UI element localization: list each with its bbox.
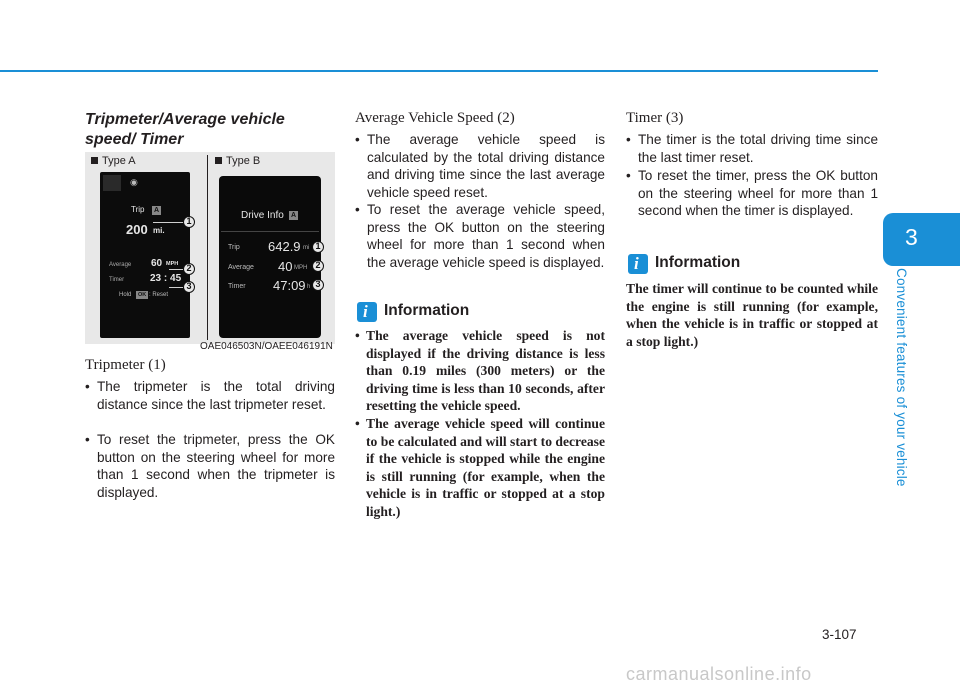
ok-tag-a: OK — [138, 292, 147, 298]
screen-divider — [221, 231, 319, 232]
timer-unit-b: h — [307, 284, 311, 290]
timer-label-b: Timer — [228, 283, 246, 290]
figure-divider — [207, 155, 208, 340]
car-icon: ◉ — [130, 177, 138, 187]
avg-value-a: 60 — [151, 258, 163, 269]
timer-value-b: 47:09 — [273, 278, 306, 293]
type-a-label: Type A — [91, 155, 136, 167]
trip-label-a: Trip — [131, 205, 145, 214]
avg-speed-bullet-2: • To reset the average vehicle speed, press the OK button on the steering wheel for more than 1 second when the average vehicle speed is displayed. — [355, 202, 605, 270]
callout-1-b: 1 — [312, 241, 324, 253]
information-heading — [628, 254, 868, 276]
timer-value-a: 23 : 45 — [150, 273, 182, 284]
info-bullet-1: • The average vehicle speed is not displayed if the driving distance is less than 0.19 miles (300 meters) or the driving time is less than 10 seconds, after resetting the vehicle speed. — [355, 328, 605, 413]
tripmeter-bullet-2: • To reset the tripmeter, press the OK button on the steering wheel for more than 1 second when the tripmeter is displayed. — [85, 432, 335, 500]
info-bullet-2: • The average vehicle speed will continue to be calculated and will start to decrease if the vehicle is stopped while the engine is still running (for example, when the vehicle is in traffic or stopped at a stop light.) — [355, 416, 605, 519]
section-heading: Tripmeter/Average vehicle speed/ Timer — [85, 111, 285, 148]
display-icon — [103, 175, 121, 191]
reset-label-a: : Reset — [149, 292, 169, 298]
callout-2-b: 2 — [312, 260, 324, 272]
watermark[interactable]: carmanualsonline.info — [626, 664, 812, 684]
square-bullet-icon — [215, 157, 222, 164]
information-label: Information — [384, 302, 470, 319]
trip-value-a: 200 — [126, 222, 148, 237]
chapter-title: Convenient features of your vehicle — [894, 268, 909, 487]
avg-label-b: Average — [228, 264, 254, 271]
callout-lead — [153, 222, 185, 223]
page-number: 3-107 — [822, 627, 857, 642]
square-bullet-icon — [91, 157, 98, 164]
callout-3-b: 3 — [312, 279, 324, 291]
timer-bullet-2: • To reset the timer, press the OK button on the steering wheel for more than 1 second when the timer is displayed. — [626, 168, 878, 218]
tripmeter-subheading: Tripmeter (1) — [85, 357, 166, 373]
callout-2-a: 2 — [183, 263, 195, 275]
avg-value-b: 40 — [278, 259, 293, 274]
info-icon: i — [357, 302, 377, 322]
avg-unit-b: MPH — [294, 265, 308, 271]
drive-info-tag: A — [291, 212, 297, 219]
cluster-screen-type-a — [100, 172, 190, 338]
callout-3-a: 3 — [183, 281, 195, 293]
avg-unit-a: MPH — [166, 261, 179, 267]
timer-bullet-1: • The timer is the total driving time since the last timer reset. — [626, 132, 878, 165]
hold-label-a: Hold — [119, 292, 132, 298]
tripmeter-bullet-1: • The tripmeter is the total driving distance since the last tripmeter reset. — [85, 379, 335, 412]
timer-subheading: Timer (3) — [626, 110, 684, 126]
drive-info-title: Drive Info — [241, 210, 284, 221]
timer-info-text: The timer will continue to be counted while the engine is still running (for example, when the vehicle is in traffic or stopped at a stop light.) — [626, 281, 878, 349]
avg-label-a: Average — [109, 262, 132, 268]
trip-unit-a: mi. — [153, 226, 165, 235]
avg-speed-subheading: Average Vehicle Speed (2) — [355, 110, 515, 126]
callout-lead — [169, 287, 183, 288]
chapter-title-vertical — [889, 268, 929, 498]
trip-unit-b: mi — [303, 245, 310, 251]
chapter-tab — [883, 213, 960, 266]
type-b-label: Type B — [215, 155, 260, 167]
cluster-screen-type-b — [219, 176, 321, 338]
avg-speed-bullet-1: • The average vehicle speed is calculated by the total driving distance and driving time since the last average vehicle speed reset. — [355, 132, 605, 200]
timer-label-a: Timer — [109, 277, 125, 283]
callout-1-a: 1 — [183, 216, 195, 228]
information-label: Information — [655, 254, 741, 271]
callout-lead — [169, 269, 183, 270]
trip-tag-a: A — [154, 207, 160, 214]
trip-value-b: 642.9 — [268, 239, 301, 254]
top-rule — [0, 70, 878, 72]
information-heading — [357, 302, 597, 324]
info-icon: i — [628, 254, 648, 274]
trip-label-b: Trip — [228, 244, 240, 251]
chapter-number: 3 — [905, 224, 918, 250]
instrument-cluster-figure — [85, 152, 335, 344]
figure-code: OAE046503N/OAEE046191N — [200, 341, 333, 352]
